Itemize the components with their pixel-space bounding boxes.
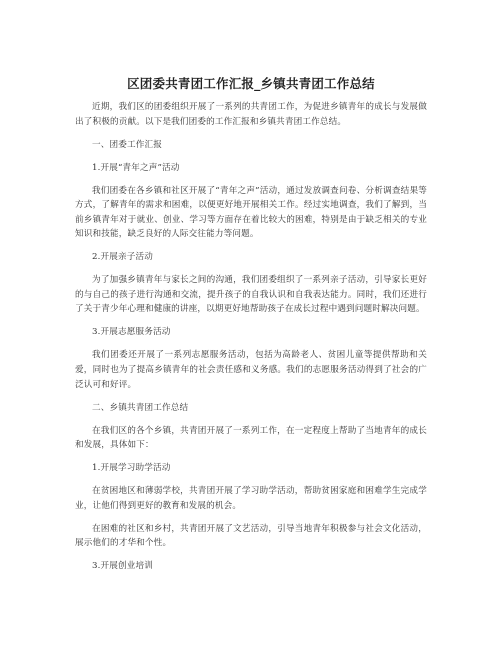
paragraph: 我们团委还开展了一系列志愿服务活动，包括为高龄老人、贫困儿童等提供帮助和关爱，同时也为了提高乡镇青年的社会责任感和义务感。我们的志愿服务活动得到了社会的广泛认可和好评。	[75, 350, 427, 390]
document-title: 区团委共青团工作汇报_乡镇共青团工作总结	[127, 76, 375, 91]
subsection-heading: 2.开展亲子活动	[92, 252, 153, 263]
paragraph: 在困难的社区和乡村，共青团开展了文艺活动，引导当地青年积极参与社会文化活动，展示他们的才华和个性。	[75, 523, 427, 549]
section-heading-2: 二、乡镇共青团工作总结	[92, 402, 189, 413]
intro-paragraph: 近期，我们区的团委组织开展了一系列的共青团工作，为促进乡镇青年的成长与发展做出了积极的贡献。以下是我们团委的工作汇报和乡镇共青团工作总结。	[75, 102, 427, 127]
paragraph: 我们团委在各乡镇和社区开展了“青年之声”活动，通过发放调查问卷、分析调查结果等方式，了解青年的需求和困难，以便更好地开展相关工作。经过实地调查，我们了解到，当前乡镇青年对于就业、创业、学习等方面存在着比较大的困难，特别是由于缺乏相关的专业知识和技能，缺乏良好的人际交往能力等问题。	[75, 185, 427, 240]
paragraph: 在贫困地区和薄弱学校，共青团开展了学习助学活动，帮助贫困家庭和困难学生完成学业，让他们得到更好的教育和发展的机会。	[75, 486, 427, 511]
subsection-heading: 1.开展“青年之声”活动	[92, 162, 180, 173]
subsection-heading: 3.开展志愿服务活动	[92, 327, 171, 338]
subsection-heading: 1.开展学习助学活动	[92, 463, 171, 474]
subsection-heading: 3.开展创业培训	[92, 561, 153, 572]
document-body	[75, 100, 427, 582]
paragraph: 在我们区的各个乡镇，共青团开展了一系列工作，在一定程度上帮助了当地青年的成长和发展，具体如下：	[75, 425, 427, 451]
section-heading-1: 一、团委工作汇报	[92, 139, 162, 150]
paragraph: 为了加强乡镇青年与家长之间的沟通，我们团委组织了一系列亲子活动，引导家长更好的与自己的孩子进行沟通和交流，提升孩子的自我认识和自我表达能力。同时，我们还进行了关于青少年心理和健康的讲座，以期更好地帮助孩子在成长过程中遇到问题时解决问题。	[75, 275, 427, 315]
